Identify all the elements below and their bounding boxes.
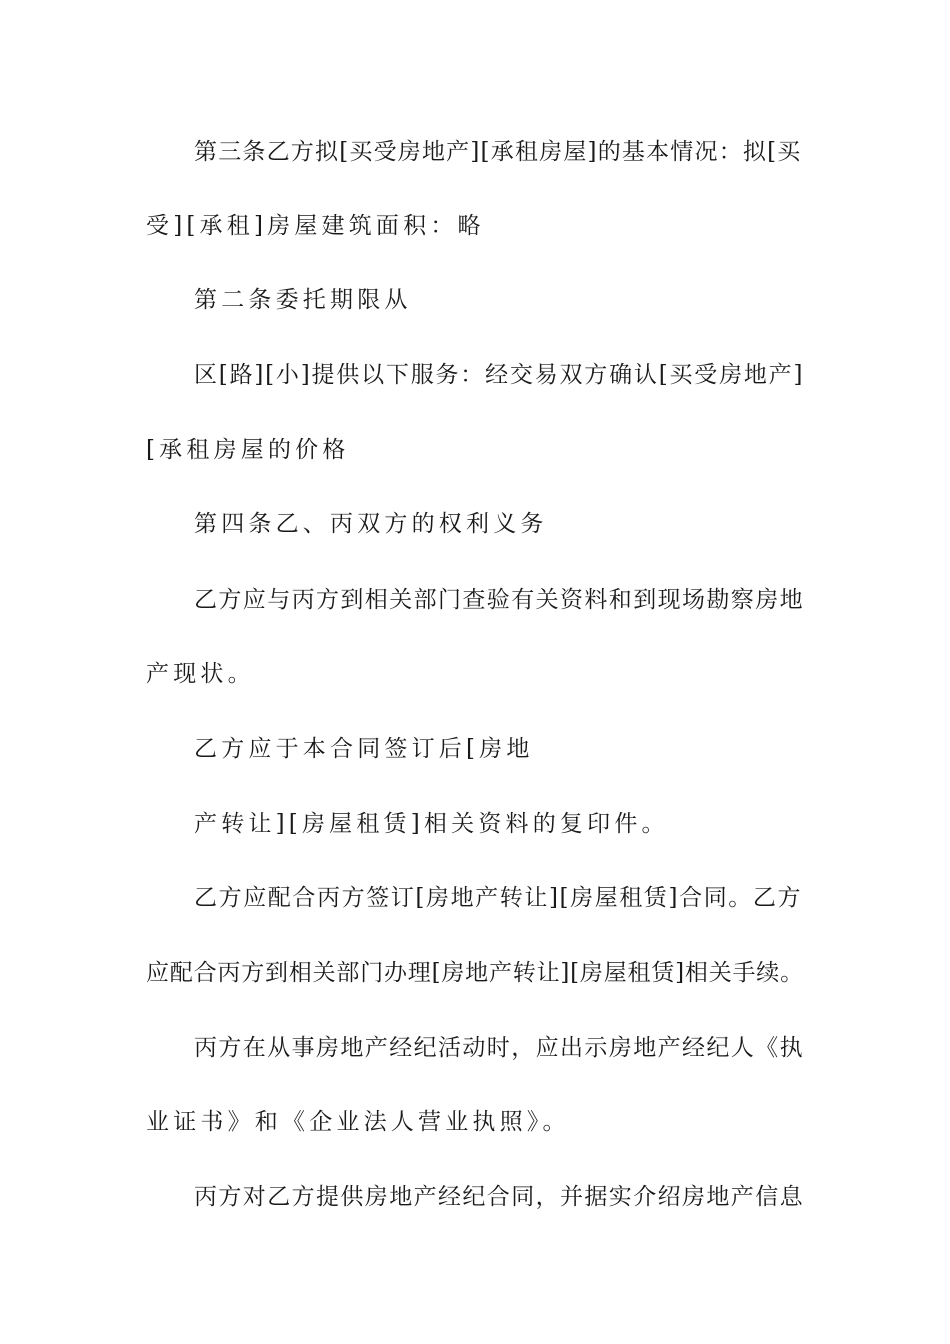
paragraph-line: 乙方应与丙方到相关部门查验有关资料和到现场勘察房地 (194, 587, 804, 613)
paragraph-line: 产转让][房屋租赁]相关资料的复印件。 (194, 811, 669, 837)
paragraph-line: 丙方在从事房地产经纪活动时，应出示房地产经纪人《执 (194, 1035, 804, 1061)
section-heading: 第四条乙、丙双方的权利义务 (194, 511, 548, 537)
paragraph-line: 第二条委托期限从 (194, 287, 412, 313)
paragraph-line: 产现状。 (146, 661, 255, 687)
paragraph-line: 受][承租]房屋建筑面积：略 (146, 213, 485, 239)
paragraph-line: 应配合丙方到相关部门办理[房地产转让][房屋租赁]相关手续。 (146, 960, 804, 986)
paragraph-line: 丙方对乙方提供房地产经纪合同，并据实介绍房地产信息 (194, 1184, 804, 1210)
paragraph-line: 第三条乙方拟[买受房地产][承租房屋]的基本情况：拟[买 (194, 139, 802, 165)
paragraph-line: 业证书》和《企业法人营业执照》。 (146, 1109, 570, 1135)
paragraph-line: 区[路][小]提供以下服务：经交易双方确认[买受房地产] (194, 362, 805, 388)
paragraph-line: 乙方应配合丙方签订[房地产转让][房屋租赁]合同。乙方 (194, 885, 803, 911)
paragraph-line: 乙方应于本合同签订后[房地 (194, 736, 534, 762)
paragraph-line: [承租房屋的价格 (146, 437, 350, 463)
